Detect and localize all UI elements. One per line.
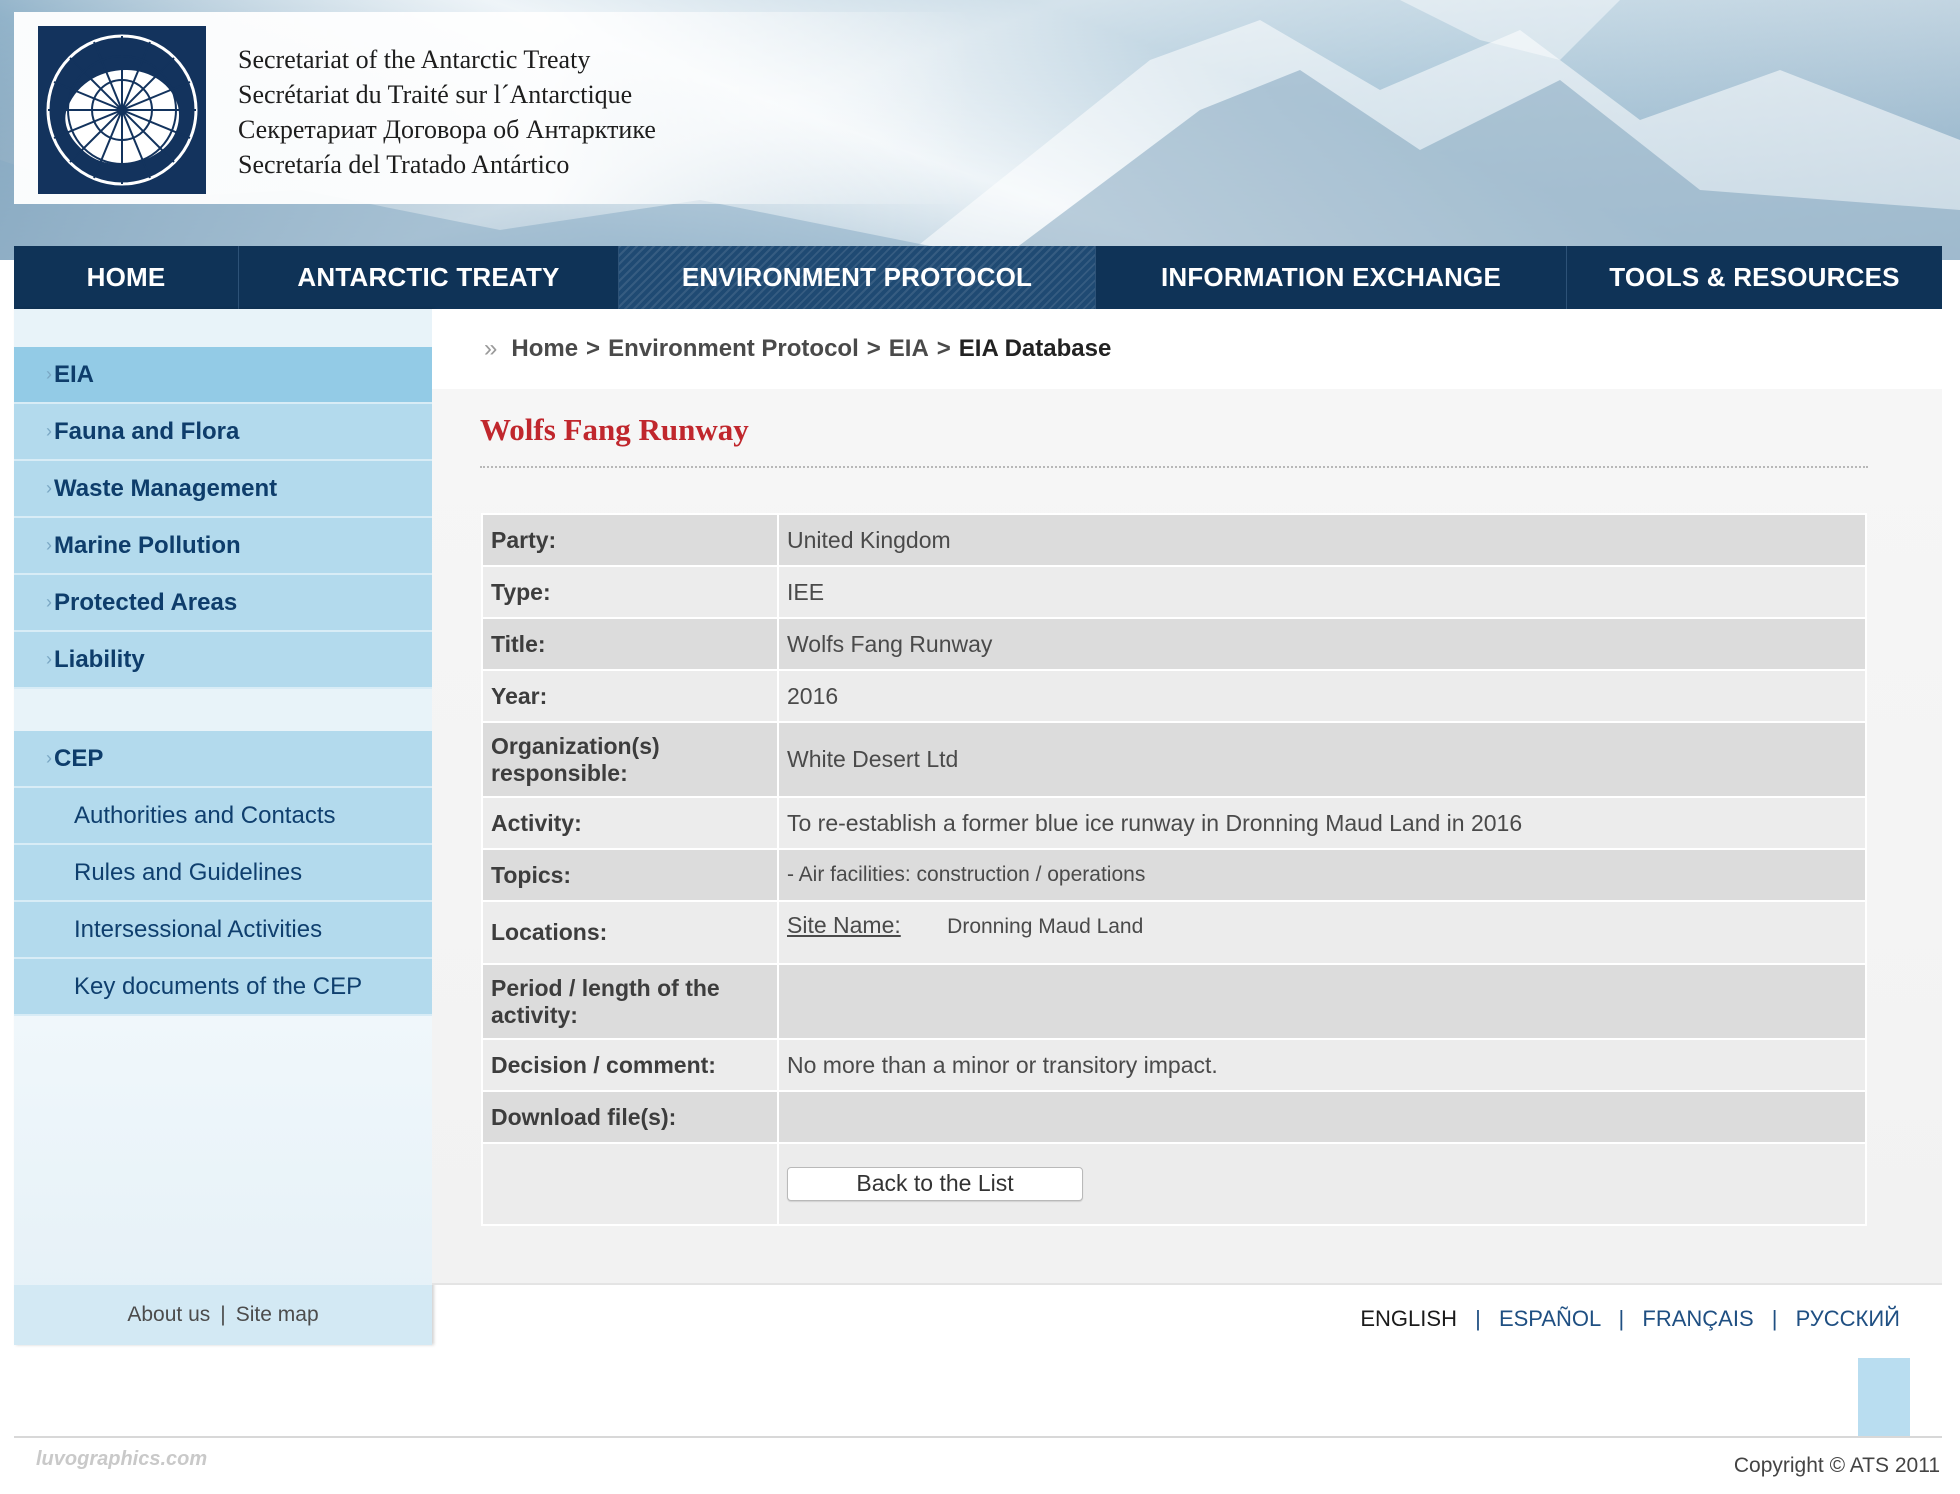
- table-row: [482, 722, 1866, 797]
- org-name-spanish: Secretaría del Tratado Antártico: [238, 150, 570, 179]
- title-label: Title:: [482, 618, 778, 670]
- table-row: [482, 566, 1866, 618]
- breadcrumb: » Home > Environment Protocol > EIA > EIA Database: [432, 309, 1942, 391]
- table-row: [482, 618, 1866, 670]
- header-title-panel: [14, 12, 974, 204]
- site-name-label: Site Name:: [787, 912, 901, 938]
- sidebar-item-liability[interactable]: › Liability: [14, 632, 432, 689]
- chevron-right-icon: ›: [46, 748, 52, 768]
- lang-russian[interactable]: РУССКИЙ: [1795, 1306, 1900, 1331]
- chevron-right-icon: ›: [46, 421, 52, 441]
- org-name-english: Secretariat of the Antarctic Treaty: [238, 45, 591, 74]
- year-value: 2016: [778, 670, 1866, 722]
- organization-value: White Desert Ltd: [778, 722, 1866, 797]
- type-value: IEE: [778, 566, 1866, 618]
- download-label: Download file(s):: [482, 1091, 778, 1143]
- title-divider: [480, 466, 1868, 468]
- nav-information-exchange[interactable]: INFORMATION EXCHANGE: [1096, 246, 1567, 309]
- antarctic-treaty-logo[interactable]: [38, 26, 206, 194]
- lang-francais[interactable]: FRANÇAIS: [1642, 1306, 1754, 1331]
- chevron-right-icon: ›: [46, 364, 52, 384]
- about-us-link[interactable]: About us: [127, 1303, 211, 1326]
- breadcrumb-current: EIA Database: [958, 335, 1112, 362]
- language-selector: ENGLISH | ESPAÑOL | FRANÇAIS | РУССКИЙ: [1360, 1306, 1900, 1331]
- year-label: Year:: [482, 670, 778, 722]
- antarctic-globe-icon: [38, 26, 206, 194]
- chevron-right-icon: ›: [46, 478, 52, 498]
- chevron-right-icon: ›: [46, 592, 52, 612]
- scroll-to-top-block[interactable]: [1858, 1358, 1910, 1436]
- eia-detail-table: [481, 513, 1867, 1226]
- organization-label: Organization(s) responsible:: [482, 722, 778, 797]
- sidebar: [14, 309, 432, 1345]
- party-label: Party:: [482, 514, 778, 566]
- table-row: [482, 797, 1866, 849]
- breadcrumb-environment-protocol[interactable]: Environment Protocol: [608, 335, 859, 362]
- table-row: [482, 901, 1866, 964]
- sidebar-item-key-documents[interactable]: Key documents of the CEP: [14, 959, 432, 1016]
- sidebar-item-eia[interactable]: › EIA: [14, 347, 432, 404]
- nav-tools-resources[interactable]: TOOLS & RESOURCES: [1609, 262, 1900, 292]
- table-row: [482, 1091, 1866, 1143]
- site-map-link[interactable]: Site map: [235, 1303, 319, 1326]
- breadcrumb-arrow-icon: »: [484, 335, 498, 362]
- decision-value: No more than a minor or transitory impact.: [778, 1039, 1866, 1091]
- designer-watermark: luvographics.com: [36, 1448, 208, 1470]
- period-label: Period / length of the activity:: [482, 964, 778, 1039]
- sidebar-item-protected-areas[interactable]: › Protected Areas: [14, 575, 432, 632]
- sidebar-footer: About us | Site map: [14, 1285, 432, 1345]
- nav-home[interactable]: HOME: [14, 246, 239, 309]
- nav-antarctic-treaty[interactable]: ANTARCTIC TREATY: [239, 246, 619, 309]
- title-value: Wolfs Fang Runway: [778, 618, 1866, 670]
- breadcrumb-eia[interactable]: EIA: [888, 335, 929, 362]
- locations-value: [778, 901, 1866, 964]
- main-navigation: [14, 246, 1942, 309]
- sidebar-item-fauna-flora[interactable]: › Fauna and Flora: [14, 404, 432, 461]
- sidebar-item-waste-management[interactable]: › Waste Management: [14, 461, 432, 518]
- party-value: United Kingdom: [778, 514, 1866, 566]
- chevron-right-icon: ›: [46, 535, 52, 555]
- download-files: [778, 1091, 1866, 1143]
- site-name-value: Dronning Maud Land: [947, 915, 1144, 938]
- chevron-right-icon: ›: [46, 649, 52, 669]
- table-row: [482, 670, 1866, 722]
- back-to-list-button[interactable]: Back to the List: [787, 1167, 1083, 1201]
- table-row: [482, 514, 1866, 566]
- sidebar-item-cep[interactable]: › CEP: [14, 731, 432, 788]
- lang-english[interactable]: ENGLISH: [1360, 1306, 1457, 1331]
- topics-value: - Air facilities: construction / operations: [778, 849, 1866, 901]
- sidebar-item-rules-guidelines[interactable]: Rules and Guidelines: [14, 845, 432, 902]
- table-row: [482, 964, 1866, 1039]
- organization-names: [238, 42, 656, 182]
- org-name-french: Secrétariat du Traité sur l´Antarctique: [238, 80, 633, 109]
- sidebar-item-marine-pollution[interactable]: › Marine Pollution: [14, 518, 432, 575]
- activity-label: Activity:: [482, 797, 778, 849]
- period-value: [778, 964, 1866, 1039]
- breadcrumb-home[interactable]: Home: [511, 335, 579, 362]
- sidebar-item-intersessional-activities[interactable]: Intersessional Activities: [14, 902, 432, 959]
- decision-label: Decision / comment:: [482, 1039, 778, 1091]
- activity-value: To re-establish a former blue ice runway in Dronning Maud Land in 2016: [778, 797, 1866, 849]
- table-row: [482, 849, 1866, 901]
- lang-espanol[interactable]: ESPAÑOL: [1498, 1306, 1601, 1331]
- org-name-russian: Секретариат Договора об Антарктике: [238, 115, 656, 144]
- topics-label: Topics:: [482, 849, 778, 901]
- table-row: [482, 1143, 1866, 1225]
- copyright-text: Copyright © ATS 2011: [1733, 1454, 1940, 1477]
- sidebar-item-authorities-contacts[interactable]: Authorities and Contacts: [14, 788, 432, 845]
- locations-label: Locations:: [482, 901, 778, 964]
- site-header: [0, 0, 1960, 260]
- page-frame-bottom: [14, 1436, 1942, 1438]
- nav-environment-protocol[interactable]: ENVIRONMENT PROTOCOL: [619, 246, 1096, 309]
- content-footer-divider: [432, 1283, 1942, 1285]
- type-label: Type:: [482, 566, 778, 618]
- table-row: [482, 1039, 1866, 1091]
- page-title: Wolfs Fang Runway: [480, 412, 749, 447]
